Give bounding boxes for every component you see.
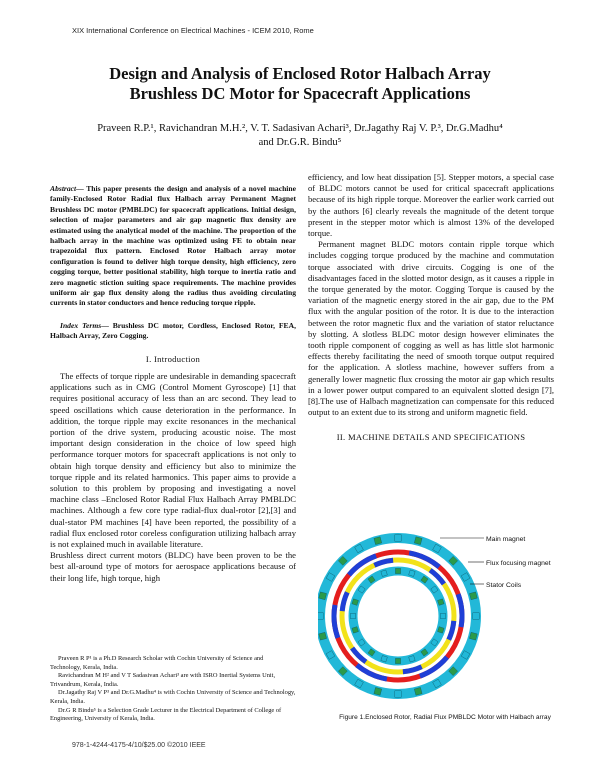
main-magnet-block xyxy=(469,592,477,600)
flux-focusing-magnet-block xyxy=(395,535,401,541)
inner-magnet-block xyxy=(440,613,445,618)
flux-focusing-magnet-block xyxy=(473,613,479,619)
main-magnet-block xyxy=(414,687,422,695)
motor-diagram xyxy=(318,535,479,697)
section-heading-introduction: I. Introduction xyxy=(145,353,201,364)
main-magnet-block xyxy=(469,632,477,640)
right-column xyxy=(308,172,554,450)
authors-line-1: Praveen R.P.¹, Ravichandran M.H.², V. T. Sadasivan Achari³, Dr.Jagathy Raj V. P.³, Dr.G.Madhu⁴ xyxy=(97,123,503,134)
main-magnet-block xyxy=(374,687,382,695)
flux-focusing-magnet-block xyxy=(395,691,401,697)
footnote-2: Ravichandran M H² and V T Sadasivan Achari³ are with ISRO Inertial Systems Unit, Trivandrum, Kerala, India. xyxy=(50,672,276,688)
stator-coil-blue-segment xyxy=(374,560,393,565)
intro-paragraph-1: The effects of torque ripple are undesirable in demanding spacecraft applications such as in CMG (Control Moment Gyroscope) [1] that requires positional accuracy of less than an arc second. They lead to speed oscillations which cause deterioration in the performance. In addition, the torque ripple may excite resonances in the mechanical portion of the drive system, producing acoustic noise. The most important design consideration in the choice of low speed high performance torquer motors for spacecraft applications is not only to obtain high torque density and efficiency but also to minimize the torque ripple and its related harmonics. This paper aims to provide a solution to this problem by proposing and investigating a novel machine class –Enclosed Rotor Radial Flux Halbach Array PMBLDC machines. Although a few core type radial-flux dual-rotor [2],[3] and dual-stator PM machines [4] have been reported, the possibility of a radial flux enclosed rotor coreless configuration utilizing halbach array is not explained much in available literature. xyxy=(50,370,296,549)
title-line-2: Brushless DC Motor for Spacecraft Applications xyxy=(129,84,471,103)
right-paragraph-2: Permanent magnet BLDC motors contain ripple torque which includes cogging torque produced by the machine and commutation torque associated with drive circuits. Cogging is one of the disadvantages faced in the slotted motor design, as it causes a ripple in the torque generated by the motor. Cogging Torque is caused by the variation of the magnetic energy stored in the air gap, due to the PM flux with the angular position of the rotor. It is due to the interaction between the rotor magnetic flux and the variation of stator reluctance by slotting. A slotless BLDC motor design however eliminates the tooth ripple component of cogging as well as has little slot harmonic effects thereby facilitating the need of smooth torque output required for the application. A slotless machine, however suffers from a generally lower magnetic flux crossing the motor air gap which results in a lower power output compared to an equivalent slotted design [7],[8].The use of Halbach magnetization can compensate for this reduced output to an extent due to its strong and uniform magnetic field. xyxy=(308,239,554,418)
inner-magnet-block xyxy=(395,568,400,573)
flux-focusing-magnet-block xyxy=(318,613,323,619)
label-flux-focusing-magnet: Flux focusing magnet xyxy=(486,560,551,567)
abstract xyxy=(50,184,296,309)
index-terms-text: — Brushless DC motor, Cordless, Enclosed Rotor, FEA, Halbach Array, Zero Cogging. xyxy=(50,320,297,341)
main-magnet-block xyxy=(374,537,382,545)
footnote-4: Dr.G R Bindu⁵ is a Selection Grade Lecturer in the Electrical Department of College of Engineering, University of Kerala, India. xyxy=(50,706,282,723)
motor-cross-section-figure xyxy=(318,524,578,704)
abstract-text: — This paper presents the design and analysis of a novel machine family-Enclosed Rotor Radial flux Halbach array Permanent Magnet Brushless DC motor (PMBLDC) for spacecraft applications. Initial design, selection of major parameters and air gap magnetic flux density are estimated using the analytical model of the machine. The proportion of the halbach array in the machine was optimized using FE to obtain near trapezoidal flux pattern. Enclosed Rotor Halbach array motor configuration is found to deliver high torque density, high efficiency, zero cogging torque, better positional stability, high torque to inertia ratio and zero magnetic stiction suiting space requirements. The machine provides uniform air gap flux density along the radius thus avoiding circulating currents in stator conductors and hence reducing torque ripple. xyxy=(50,184,296,308)
stator-coil-blue-segment xyxy=(458,594,462,627)
authors-line-2: and Dr.G.R. Bindu⁵ xyxy=(258,137,342,148)
main-magnet-block xyxy=(319,632,327,640)
stator-coil-blue-segment xyxy=(403,667,422,672)
title-line-1: Design and Analysis of Enclosed Rotor Halbach Array xyxy=(109,64,491,83)
paper-title xyxy=(60,64,540,104)
author-list xyxy=(60,122,540,150)
inner-magnet-block xyxy=(395,658,400,663)
footnotes xyxy=(50,655,296,724)
conference-header: XIX International Conference on Electrical Machines - ICEM 2010, Rome xyxy=(72,26,314,35)
label-main-magnet: Main magnet xyxy=(486,536,526,543)
motor-center xyxy=(360,578,436,654)
main-magnet-block xyxy=(414,537,422,545)
intro-paragraph-2: Brushless direct current motors (BLDC) have been proven to be the best all-around type of motors for aerospace applications because of their long life, high torque, high xyxy=(50,550,296,583)
right-paragraph-1: efficiency, and low heat dissipation [5]. Stepper motors, a special case of BLDC motors cannot be used for critical spacecraft applications because of its high ripple torque. Moreover the earlier work carried out by the authors [6] clearly reveals the magnitude of the detent torque present in the stepper motor which is almost 13% of the developed torque. xyxy=(308,172,554,239)
doi-footer: 978-1-4244-4175-4/10/$25.00 ©2010 IEEE xyxy=(72,742,206,749)
index-terms-label: Index Terms xyxy=(60,320,102,330)
index-terms xyxy=(50,321,296,342)
stator-coil-blue-segment xyxy=(342,592,347,611)
figure-caption: Figure 1.Enclosed Rotor, Radial Flux PMBLDC Motor with Halbach array xyxy=(339,714,551,721)
inner-magnet-block xyxy=(350,613,355,618)
footnote-3: Dr.Jagathy Raj V P³ and Dr.G.Madhu⁴ is with Cochin University of Science and Technology, Kerala, India. xyxy=(50,689,296,705)
section-heading-machine-details: II. MACHINE DETAILS AND SPECIFICATIONS xyxy=(336,432,526,443)
stator-coil-blue-segment xyxy=(449,621,454,640)
abstract-label: Abstract xyxy=(50,184,77,193)
left-column xyxy=(50,184,296,584)
label-stator-coils: Stator Coils xyxy=(486,582,522,589)
main-magnet-block xyxy=(319,592,327,600)
stator-coil-blue-segment xyxy=(334,605,338,638)
footnote-1: Praveen R P¹ is a Ph.D Research Scholar with Cochin University of Science and Technology, Kerala, India. xyxy=(50,655,264,671)
